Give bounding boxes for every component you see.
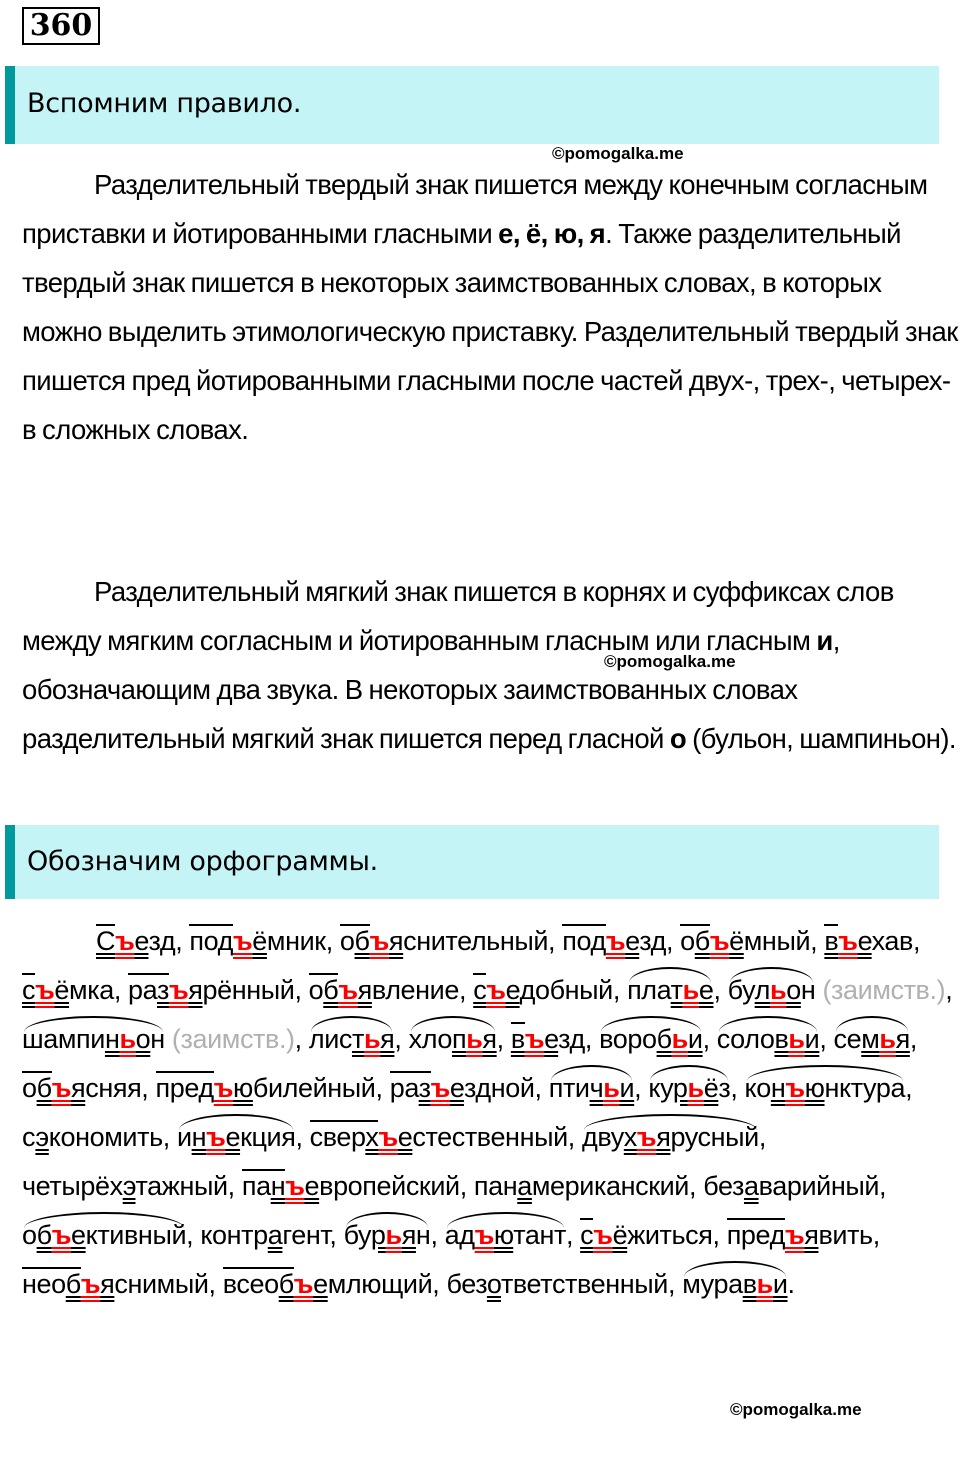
- word-part: зд: [558, 1024, 585, 1054]
- word-part: пла: [627, 975, 671, 1005]
- underlined-letter: я: [895, 1024, 910, 1054]
- separator: ,: [612, 975, 628, 1005]
- underlined-letter: ё: [703, 1073, 719, 1103]
- underlined-letter: е: [313, 1269, 328, 1299]
- marked-word: [340, 926, 548, 956]
- watermark: ©pomogalka.me: [604, 652, 736, 671]
- separator: ,: [329, 1220, 344, 1250]
- word-part: мериканский: [531, 1171, 689, 1201]
- separator: ,: [872, 1220, 880, 1250]
- rule-text: Разделительный мягкий знак пишется в корнях и суффиксах слов между мягким согласным и йотированным гласным или гласным: [22, 576, 894, 656]
- word-part: сняя: [85, 1073, 142, 1103]
- word-part: хав: [871, 926, 913, 956]
- separator: ,: [912, 926, 921, 956]
- word-part: тажный: [135, 1171, 228, 1201]
- underlined-letter: х: [365, 1122, 379, 1152]
- marked-word: [96, 926, 175, 956]
- word-part: житься: [627, 1220, 713, 1250]
- separating-sign: ъ: [709, 926, 730, 956]
- separator: ,: [634, 1073, 649, 1103]
- marked-word: [474, 1171, 689, 1201]
- word-part: о: [339, 926, 355, 956]
- separating-sign: ь: [119, 1024, 136, 1054]
- separating-sign: ъ: [293, 1269, 314, 1299]
- word-part: вропейский: [319, 1171, 460, 1201]
- underlined-letter: ю: [233, 1073, 253, 1103]
- underlined-letter: д: [198, 1073, 214, 1103]
- separating-sign: ь: [687, 1073, 704, 1103]
- word-part: свер: [309, 1122, 366, 1152]
- word-part: по: [562, 926, 591, 956]
- separating-sign: ъ: [213, 1073, 234, 1103]
- separating-sign: ъ: [338, 975, 358, 1005]
- separator: ,: [713, 975, 728, 1005]
- separator: ,: [548, 926, 563, 956]
- word-part: хло: [408, 1024, 452, 1054]
- separating-sign: ь: [756, 1269, 773, 1299]
- marked-word: [177, 1113, 296, 1162]
- word-part: з: [718, 1073, 731, 1103]
- marked-word: [682, 1260, 787, 1309]
- word-part: пти: [548, 1073, 590, 1103]
- separating-sign: ъ: [605, 926, 626, 956]
- word-part: рённый: [202, 975, 295, 1005]
- separator: ,: [113, 975, 129, 1005]
- separating-sign: ь: [682, 975, 699, 1005]
- underlined-letter: в: [824, 926, 839, 956]
- marked-word: [189, 926, 325, 956]
- word-part: бу: [343, 1220, 371, 1250]
- underlined-letter: э: [122, 1171, 136, 1201]
- word-part: нео: [22, 1269, 66, 1299]
- underlined-letter: б: [36, 1073, 52, 1103]
- word-part: по: [189, 926, 218, 956]
- underlined-letter: х: [623, 1122, 637, 1152]
- underlined-letter: ю: [493, 1220, 514, 1250]
- separating-sign: ь: [603, 1073, 620, 1103]
- separator: ,: [712, 1220, 727, 1250]
- separating-sign: ъ: [51, 1220, 71, 1250]
- underlined-letter: е: [505, 975, 520, 1005]
- underlined-letter: д: [459, 1220, 475, 1250]
- rule-text: . Также разделительный твердый знак пишется в некоторых заимствованных словах, в которых можно выделить этимологическую приставку. Разделительный твердый знак пишется пред йотированными гласными после частей двух-, трех-, четырех- в сложных словах.: [22, 218, 958, 445]
- separator: ,: [294, 1024, 309, 1054]
- underlined-letter: н: [191, 1122, 207, 1152]
- marked-word: [310, 1122, 568, 1152]
- word-part: ктивный: [85, 1220, 187, 1250]
- separating-sign: ь: [671, 1024, 688, 1054]
- separating-sign: ъ: [378, 1122, 398, 1152]
- borrowed-note: (заимств.): [815, 975, 946, 1005]
- underlined-letter: ю: [804, 1073, 825, 1103]
- separator: ,: [459, 1171, 474, 1201]
- section-title: Вспомним правило.: [27, 88, 302, 119]
- borrowed-note: (заимств.): [164, 1024, 295, 1054]
- word-part: мник: [266, 926, 326, 956]
- separating-sign: ь: [363, 1024, 381, 1054]
- separator: ,: [430, 1220, 445, 1250]
- separating-sign: ъ: [285, 1171, 305, 1201]
- separator: ,: [909, 1024, 917, 1054]
- underlined-letter: ё: [612, 1220, 628, 1250]
- word-part: снительный: [403, 926, 549, 956]
- word-part: ра: [128, 975, 157, 1005]
- marked-word: [549, 1064, 634, 1113]
- word-part: пре: [726, 1220, 770, 1250]
- word-part: с: [22, 1122, 36, 1152]
- underlined-letter: р: [370, 1220, 386, 1250]
- underlined-letter: е: [544, 1024, 559, 1054]
- underlined-letter: в: [774, 1024, 789, 1054]
- separating-sign: ъ: [838, 926, 858, 956]
- word-part: четырёх: [22, 1171, 123, 1201]
- separator: ,: [208, 1269, 223, 1299]
- underlined-letter: б: [36, 1220, 52, 1250]
- underlined-letter: н: [104, 1024, 120, 1054]
- marked-word: [580, 1220, 712, 1250]
- underlined-letter: з: [418, 1073, 431, 1103]
- exercise-number: 360: [22, 7, 100, 45]
- rule-bold-letters: е, ё, ю, я: [498, 218, 606, 249]
- underlined-letter: е: [625, 926, 640, 956]
- separator: ,: [432, 1269, 447, 1299]
- separator: ,: [688, 1171, 704, 1201]
- separator: ,: [375, 1073, 390, 1103]
- word-part: ра: [389, 1073, 419, 1103]
- underlined-letter: С: [96, 926, 116, 956]
- separating-sign: ъ: [784, 1220, 805, 1250]
- underlined-letter: и: [619, 1073, 635, 1103]
- separator: ,: [905, 1073, 913, 1103]
- marked-word: [562, 926, 666, 956]
- marked-word: [22, 1015, 165, 1064]
- underlined-letter: и: [772, 1269, 788, 1299]
- marked-word: [22, 1073, 141, 1103]
- word-part: н: [150, 1024, 165, 1054]
- word-part: билейный: [252, 1073, 376, 1103]
- marked-word: [834, 1015, 910, 1064]
- underlined-letter: с: [473, 975, 487, 1005]
- separator: ,: [810, 926, 825, 956]
- word-part: гент: [282, 1220, 330, 1250]
- word-part: а: [444, 1220, 460, 1250]
- marked-word: [156, 1073, 376, 1103]
- marked-word: [648, 1064, 730, 1113]
- underlined-letter: б: [323, 975, 339, 1005]
- underlined-letter: б: [65, 1269, 81, 1299]
- marked-word: [22, 1171, 228, 1201]
- word-part: дву: [581, 1122, 624, 1152]
- separator: ,: [945, 975, 953, 1005]
- word-part: кономить: [48, 1122, 163, 1152]
- rule-paragraph-soft-sign: [22, 567, 958, 763]
- word-part: без: [446, 1269, 487, 1299]
- word-part: н: [800, 975, 816, 1005]
- word-part: се: [833, 1024, 862, 1054]
- section-title: Обозначим орфограммы.: [27, 846, 378, 877]
- word-part: здной: [463, 1073, 535, 1103]
- marked-word: [309, 1015, 395, 1064]
- marked-word: [22, 1211, 186, 1260]
- underlined-letter: а: [517, 1171, 532, 1201]
- marked-word: [22, 975, 114, 1005]
- underlined-letter: н: [270, 1171, 286, 1201]
- separating-sign: ъ: [785, 1073, 805, 1103]
- underlined-letter: б: [656, 1024, 672, 1054]
- separator: ,: [227, 1171, 242, 1201]
- underlined-letter: д: [590, 926, 606, 956]
- marked-word: [703, 1171, 879, 1201]
- marked-word: [745, 1064, 906, 1113]
- marked-word: [223, 1269, 433, 1299]
- underlined-letter: м: [861, 1024, 880, 1054]
- separator: ,: [294, 975, 309, 1005]
- marked-word: [200, 1220, 329, 1250]
- separator: ,: [325, 926, 340, 956]
- word-part: тант: [513, 1220, 566, 1250]
- rule-text: (бульон, шампиньон).: [686, 723, 956, 754]
- separating-sign: ъ: [636, 1122, 657, 1152]
- marked-word: [22, 1122, 163, 1152]
- word-part: зд: [639, 926, 666, 956]
- word-part: млющий: [327, 1269, 433, 1299]
- separator: ,: [295, 1122, 310, 1152]
- underlined-letter: е: [71, 1220, 86, 1250]
- rule-text: Разделительный твердый знак пишется между конечным согласным приставки и йотированными гласными: [22, 169, 928, 249]
- underlined-letter: е: [225, 1122, 241, 1152]
- separating-sign: ъ: [474, 1220, 494, 1250]
- word-part: всео: [222, 1269, 279, 1299]
- separating-sign: ъ: [168, 975, 189, 1005]
- marked-word: [309, 975, 459, 1005]
- underlined-letter: и: [687, 1024, 703, 1054]
- word-part: мка: [69, 975, 114, 1005]
- word-part: ку: [648, 1073, 673, 1103]
- word-part: ко: [744, 1073, 771, 1103]
- separating-sign: ъ: [593, 1220, 613, 1250]
- word-part: контр: [200, 1220, 268, 1250]
- separator: ,: [186, 1220, 201, 1250]
- separating-sign: ъ: [80, 1269, 101, 1299]
- word-part: русный: [670, 1122, 759, 1152]
- separator: ,: [667, 1269, 683, 1299]
- marked-word: [727, 1220, 873, 1250]
- marked-word: [717, 1015, 820, 1064]
- separator: ,: [702, 1024, 717, 1054]
- word-part: нктура: [824, 1073, 906, 1103]
- underlined-letter: я: [71, 1073, 86, 1103]
- underlined-letter: д: [769, 1220, 785, 1250]
- separating-sign: ъ: [51, 1073, 71, 1103]
- word-part: шампи: [22, 1024, 105, 1054]
- separator: ,: [758, 1122, 766, 1152]
- underlined-letter: р: [672, 1073, 688, 1103]
- separating-sign: ъ: [524, 1024, 545, 1054]
- separator: ,: [565, 1220, 581, 1250]
- underlined-letter: я: [482, 1024, 497, 1054]
- separating-sign: ь: [879, 1024, 896, 1054]
- marked-word: [445, 1211, 566, 1260]
- separator: ,: [534, 1073, 549, 1103]
- rule-bold-letter: и: [816, 625, 833, 656]
- underlined-letter: я: [357, 975, 372, 1005]
- underlined-letter: с: [22, 975, 36, 1005]
- separator: ,: [584, 1024, 600, 1054]
- underlined-letter: с: [580, 1220, 594, 1250]
- underlined-letter: з: [156, 975, 169, 1005]
- separating-sign: ъ: [369, 926, 389, 956]
- underlined-letter: д: [217, 926, 233, 956]
- word-part: о: [680, 926, 695, 956]
- word-part: варийный: [758, 1171, 880, 1201]
- underlined-letter: е: [304, 1171, 320, 1201]
- underlined-letter: о: [786, 975, 801, 1005]
- marked-word: [824, 926, 913, 956]
- separating-sign: ъ: [430, 1073, 450, 1103]
- marked-word: [22, 1269, 209, 1299]
- underlined-letter: и: [804, 1024, 820, 1054]
- marked-word: [680, 926, 810, 956]
- word-part: о: [22, 1220, 37, 1250]
- word-part: мный: [743, 926, 811, 956]
- underlined-letter: э: [35, 1122, 49, 1152]
- rule-bold-letter: о: [669, 723, 687, 754]
- underlined-letter: я: [401, 1220, 416, 1250]
- word-part: воро: [599, 1024, 657, 1054]
- marked-word-list: [22, 917, 958, 1309]
- marked-word: [344, 1211, 431, 1260]
- word-part: тветственный: [500, 1269, 668, 1299]
- underlined-letter: е: [397, 1122, 413, 1152]
- underlined-letter: ч: [589, 1073, 604, 1103]
- underlined-letter: ё: [729, 926, 744, 956]
- underlined-letter: в: [742, 1269, 757, 1299]
- underlined-letter: б: [278, 1269, 294, 1299]
- word-part: н: [415, 1220, 431, 1250]
- underlined-letter: я: [380, 1024, 395, 1054]
- word-part: снимый: [114, 1269, 209, 1299]
- word-part: па: [241, 1171, 271, 1201]
- marked-word: [627, 966, 713, 1015]
- word-part: вление: [371, 975, 459, 1005]
- word-part: без: [703, 1171, 744, 1201]
- word-part: пан: [473, 1171, 518, 1201]
- underlined-letter: я: [188, 975, 203, 1005]
- underlined-letter: я: [388, 926, 404, 956]
- underlined-letter: т: [352, 1024, 364, 1054]
- word-part: пре: [155, 1073, 199, 1103]
- separating-sign: ъ: [233, 926, 253, 956]
- underlined-letter: о: [486, 1269, 501, 1299]
- separating-sign: ъ: [115, 926, 135, 956]
- word-part: о: [308, 975, 324, 1005]
- separating-sign: ь: [466, 1024, 483, 1054]
- marked-word: [599, 1015, 702, 1064]
- separator: ,: [162, 1122, 177, 1152]
- marked-word: [446, 1269, 668, 1299]
- separator: ,: [819, 1024, 834, 1054]
- section-header-rule: [5, 66, 939, 144]
- underlined-letter: е: [698, 975, 714, 1005]
- underlined-letter: я: [656, 1122, 671, 1152]
- underlined-letter: т: [670, 975, 683, 1005]
- marked-word: [128, 975, 294, 1005]
- word-part: о: [22, 1073, 37, 1103]
- watermark: ©pomogalka.me: [730, 1400, 862, 1419]
- word-part: стественный: [412, 1122, 568, 1152]
- underlined-letter: ё: [54, 975, 70, 1005]
- separating-sign: ъ: [206, 1122, 226, 1152]
- separator: ,: [141, 1073, 156, 1103]
- word-part: бу: [727, 975, 755, 1005]
- separating-sign: ь: [385, 1220, 402, 1250]
- marked-word: [473, 975, 613, 1005]
- underlined-letter: н: [770, 1073, 786, 1103]
- word-part: зд: [148, 926, 176, 956]
- word-part: мура: [682, 1269, 743, 1299]
- underlined-letter: б: [354, 926, 370, 956]
- marked-word: [409, 1015, 497, 1064]
- separator: ,: [394, 1024, 409, 1054]
- underlined-letter: а: [267, 1220, 283, 1250]
- separating-sign: ь: [788, 1024, 805, 1054]
- marked-word: [390, 1073, 535, 1103]
- separator: ,: [496, 1024, 511, 1054]
- underlined-letter: п: [451, 1024, 467, 1054]
- word-part: соло: [716, 1024, 775, 1054]
- section-header-marks: [5, 825, 939, 899]
- separating-sign: ъ: [486, 975, 506, 1005]
- rule-paragraph-hard-sign: [22, 160, 958, 454]
- underlined-letter: а: [743, 1171, 759, 1201]
- separator: ,: [879, 1171, 887, 1201]
- marked-word: [511, 1024, 585, 1054]
- underlined-letter: б: [694, 926, 710, 956]
- underlined-letter: я: [804, 1220, 819, 1250]
- separator: ,: [175, 926, 190, 956]
- rule-text: , обозначающим два звука. В некоторых заимствованных словах разделительный мягкий знак пишется перед гласной: [22, 625, 840, 754]
- marked-word: [728, 966, 816, 1015]
- separator: ,: [567, 1122, 582, 1152]
- separator: ,: [458, 975, 474, 1005]
- word-part: добный: [519, 975, 613, 1005]
- separating-sign: ь: [770, 975, 787, 1005]
- watermark: ©pomogalka.me: [552, 144, 684, 163]
- underlined-letter: е: [134, 926, 149, 956]
- word-part: лис: [308, 1024, 352, 1054]
- marked-word: [242, 1171, 460, 1201]
- underlined-letter: я: [100, 1269, 115, 1299]
- marked-word: [582, 1113, 759, 1162]
- word-part: вить: [818, 1220, 873, 1250]
- underlined-letter: е: [857, 926, 872, 956]
- word-part: и: [176, 1122, 192, 1152]
- separator: ,: [665, 926, 681, 956]
- separator: .: [787, 1269, 795, 1299]
- separating-sign: ъ: [35, 975, 55, 1005]
- word-part: кция: [240, 1122, 296, 1152]
- underlined-letter: е: [449, 1073, 464, 1103]
- underlined-letter: о: [135, 1024, 151, 1054]
- underlined-letter: в: [510, 1024, 525, 1054]
- underlined-letter: ё: [252, 926, 267, 956]
- separator: ,: [730, 1073, 745, 1103]
- underlined-letter: л: [754, 975, 771, 1005]
